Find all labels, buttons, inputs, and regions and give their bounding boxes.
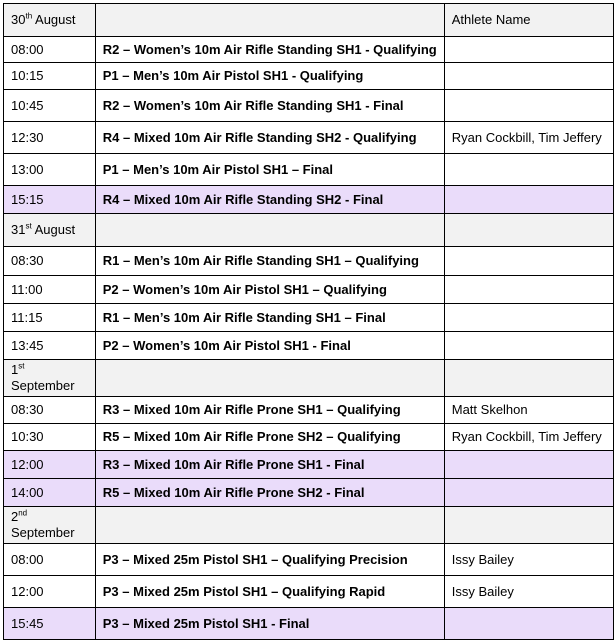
event-cell: R4 – Mixed 10m Air Rifle Standing SH2 - Qualifying — [95, 122, 444, 154]
final-row — [4, 479, 614, 507]
schedule-row — [4, 37, 614, 63]
event-cell: R2 – Women’s 10m Air Rifle Standing SH1 - Qualifying — [95, 37, 444, 63]
event-cell: R5 – Mixed 10m Air Rifle Prone SH2 - Final — [95, 479, 444, 507]
event-cell: P3 – Mixed 25m Pistol SH1 – Qualifying Rapid — [95, 576, 444, 608]
empty-cell — [444, 214, 613, 247]
date-suffix: nd — [18, 508, 28, 518]
athlete-cell — [444, 90, 613, 122]
schedule-row — [4, 154, 614, 186]
event-cell: P1 – Men’s 10m Air Pistol SH1 - Qualifying — [95, 63, 444, 90]
event-cell: R3 – Mixed 10m Air Rifle Prone SH1 - Final — [95, 451, 444, 479]
event-cell: R2 – Women’s 10m Air Rifle Standing SH1 - Final — [95, 90, 444, 122]
time-cell: 13:00 — [4, 154, 96, 186]
athlete-cell — [444, 332, 613, 360]
date-month: September — [11, 378, 75, 393]
athlete-cell — [444, 451, 613, 479]
athlete-cell: Issy Bailey — [444, 544, 613, 576]
time-cell: 08:00 — [4, 37, 96, 63]
athlete-cell: Issy Bailey — [444, 576, 613, 608]
date-header-row — [4, 507, 614, 544]
schedule-row — [4, 276, 614, 304]
athlete-cell — [444, 276, 613, 304]
event-cell: P2 – Women’s 10m Air Pistol SH1 - Final — [95, 332, 444, 360]
schedule-row — [4, 122, 614, 154]
athlete-cell — [444, 37, 613, 63]
schedule-table — [3, 3, 614, 640]
event-cell: P2 – Women’s 10m Air Pistol SH1 – Qualifying — [95, 276, 444, 304]
final-row — [4, 451, 614, 479]
date-cell — [4, 4, 96, 37]
final-row — [4, 608, 614, 640]
date-month: August — [32, 12, 76, 27]
athlete-cell — [444, 304, 613, 332]
date-cell — [4, 507, 96, 544]
schedule-row — [4, 63, 614, 90]
date-day: 2 — [11, 509, 19, 524]
time-cell: 14:00 — [4, 479, 96, 507]
event-cell: R1 – Men’s 10m Air Rifle Standing SH1 – Qualifying — [95, 247, 444, 276]
time-cell: 13:45 — [4, 332, 96, 360]
event-cell: R3 – Mixed 10m Air Rifle Prone SH1 – Qualifying — [95, 397, 444, 424]
athlete-cell — [444, 63, 613, 90]
athlete-cell — [444, 186, 613, 214]
date-header-row — [4, 214, 614, 247]
event-cell: P3 – Mixed 25m Pistol SH1 – Qualifying Precision — [95, 544, 444, 576]
event-cell: P3 – Mixed 25m Pistol SH1 - Final — [95, 608, 444, 640]
athlete-cell: Ryan Cockbill, Tim Jeffery — [444, 424, 613, 451]
schedule-row — [4, 397, 614, 424]
empty-cell — [95, 507, 444, 544]
date-day: 31 — [11, 222, 26, 237]
date-day: 30 — [11, 12, 26, 27]
time-cell: 08:00 — [4, 544, 96, 576]
schedule-row — [4, 90, 614, 122]
athlete-cell — [444, 247, 613, 276]
schedule-row — [4, 544, 614, 576]
date-cell — [4, 360, 96, 397]
time-cell: 12:00 — [4, 576, 96, 608]
event-cell: R5 – Mixed 10m Air Rifle Prone SH2 – Qualifying — [95, 424, 444, 451]
date-cell — [4, 214, 96, 247]
date-header-row — [4, 4, 614, 37]
schedule-row — [4, 304, 614, 332]
event-cell: P1 – Men’s 10m Air Pistol SH1 – Final — [95, 154, 444, 186]
time-cell: 12:30 — [4, 122, 96, 154]
time-cell: 08:30 — [4, 397, 96, 424]
date-day: 1 — [11, 362, 19, 377]
empty-cell — [95, 4, 444, 37]
event-cell: R4 – Mixed 10m Air Rifle Standing SH2 - Final — [95, 186, 444, 214]
time-cell: 10:30 — [4, 424, 96, 451]
date-suffix: st — [25, 221, 32, 231]
empty-cell — [95, 360, 444, 397]
athlete-cell — [444, 479, 613, 507]
final-row — [4, 186, 614, 214]
event-cell: R1 – Men’s 10m Air Rifle Standing SH1 – Final — [95, 304, 444, 332]
time-cell: 15:15 — [4, 186, 96, 214]
athlete-cell: Ryan Cockbill, Tim Jeffery — [444, 122, 613, 154]
date-suffix: th — [25, 11, 33, 21]
schedule-body — [4, 4, 614, 640]
schedule-row — [4, 424, 614, 451]
athlete-cell: Matt Skelhon — [444, 397, 613, 424]
empty-cell — [444, 507, 613, 544]
time-cell: 12:00 — [4, 451, 96, 479]
schedule-row — [4, 332, 614, 360]
athlete-cell — [444, 608, 613, 640]
date-month: August — [31, 222, 76, 237]
date-suffix: st — [18, 361, 25, 371]
athlete-column-header: Athlete Name — [444, 4, 613, 37]
time-cell: 08:30 — [4, 247, 96, 276]
time-cell: 15:45 — [4, 608, 96, 640]
schedule-row — [4, 247, 614, 276]
date-header-row — [4, 360, 614, 397]
time-cell: 11:15 — [4, 304, 96, 332]
schedule-row — [4, 576, 614, 608]
time-cell: 11:00 — [4, 276, 96, 304]
empty-cell — [95, 214, 444, 247]
empty-cell — [444, 360, 613, 397]
date-month: September — [11, 525, 75, 540]
time-cell: 10:15 — [4, 63, 96, 90]
time-cell: 10:45 — [4, 90, 96, 122]
athlete-cell — [444, 154, 613, 186]
